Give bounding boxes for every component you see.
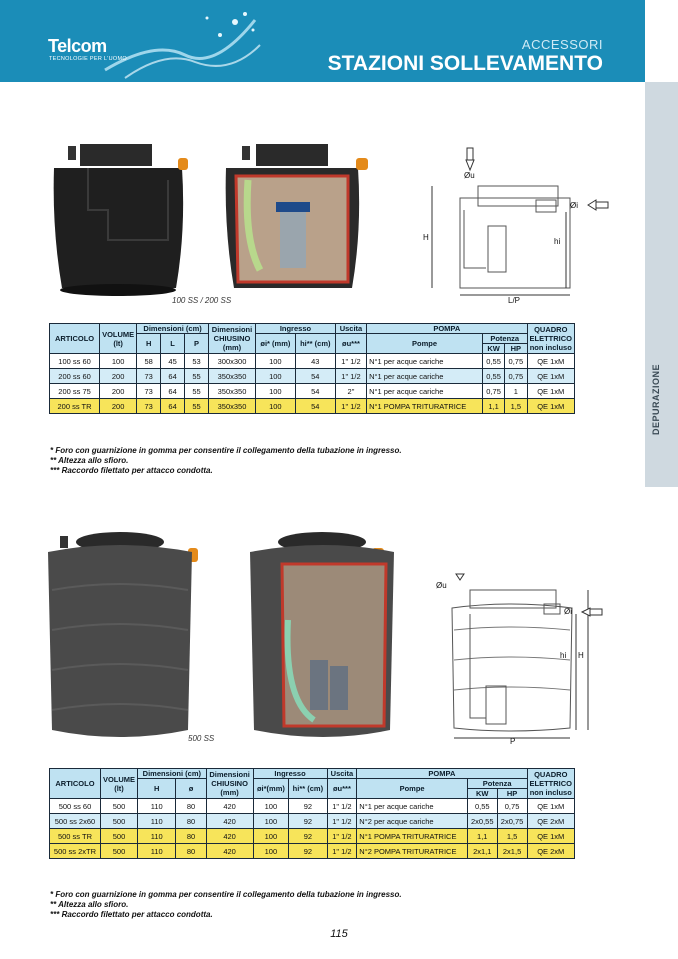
cell-kw: 0,55 [482, 369, 504, 384]
note-line: *** Raccordo filettato per attacco condotta. [50, 466, 213, 475]
cell-volume: 200 [100, 384, 137, 399]
cell-h: 110 [138, 829, 176, 844]
cell-o: 80 [176, 829, 206, 844]
cell-volume: 200 [100, 399, 137, 414]
col-volume: VOLUME (lt) [100, 769, 137, 799]
col-articolo: ARTICOLO [50, 324, 100, 354]
page-header [0, 0, 645, 82]
cell-kw: 1,1 [467, 829, 497, 844]
cell-hi: 92 [289, 829, 327, 844]
cell-pompe: N°1 per acque cariche [357, 799, 468, 814]
cell-h: 73 [137, 369, 161, 384]
table-row [50, 829, 575, 844]
image-caption-section2: 500 SS [188, 734, 215, 743]
cell-oi: 100 [256, 354, 296, 369]
cell-oi: 100 [256, 399, 296, 414]
cell-articolo: 200 ss 60 [50, 369, 100, 384]
spec-table-section1-body [50, 354, 575, 414]
cell-oi: 100 [253, 844, 289, 859]
cell-ou: 1" 1/2 [335, 354, 366, 369]
cell-ou: 2" [335, 384, 366, 399]
cell-volume: 100 [100, 354, 137, 369]
cell-articolo: 200 ss TR [50, 399, 100, 414]
table-row [50, 384, 575, 399]
col-hp: HP [497, 789, 527, 799]
cell-quadro: QE 1xM [527, 369, 575, 384]
brand-logo: Telcom [48, 36, 107, 56]
cell-volume: 500 [100, 799, 137, 814]
cell-ou: 1" 1/2 [327, 844, 357, 859]
cell-pompe: N°1 POMPA TRITURATRICE [367, 399, 483, 414]
note-line: *** Raccordo filettato per attacco condotta. [50, 910, 213, 919]
cell-h: 110 [138, 814, 176, 829]
cell-quadro: QE 1xM [527, 399, 575, 414]
cell-volume: 500 [100, 829, 137, 844]
cell-kw: 0,55 [482, 354, 504, 369]
drawing-label-u: Øu [464, 171, 475, 180]
cell-quadro: QE 2xM [527, 844, 575, 859]
section-label: ACCESSORI [521, 37, 603, 52]
col-hp: HP [505, 344, 527, 354]
cell-hp: 1 [505, 384, 527, 399]
col-diameter: ø [176, 779, 206, 799]
table-row [50, 399, 575, 414]
notes-section2 [50, 890, 402, 920]
cell-chiusino: 420 [206, 799, 253, 814]
cell-ou: 1" 1/2 [335, 399, 366, 414]
drawing-label-h: H [423, 233, 429, 242]
cell-hp: 1,5 [497, 829, 527, 844]
cell-quadro: QE 1xM [527, 354, 575, 369]
drawing-label-hi: hi [560, 651, 567, 660]
cell-volume: 500 [100, 844, 137, 859]
cell-kw: 0,75 [482, 384, 504, 399]
drawing-label-lp: L/P [508, 296, 521, 305]
cell-o: 80 [176, 814, 206, 829]
col-hi: hi** (cm) [295, 334, 335, 354]
note-line: ** Altezza allo sfioro. [50, 456, 129, 465]
cell-l: 64 [161, 384, 185, 399]
tank-500ss-cutaway-image [244, 530, 404, 745]
cell-h: 73 [137, 384, 161, 399]
cell-h: 110 [138, 844, 176, 859]
cell-hp: 2x0,75 [497, 814, 527, 829]
brand-tagline: TECNOLOGIE PER L'UOMO [49, 56, 127, 62]
col-dimensioni: Dimensioni (cm) [137, 324, 209, 334]
cell-volume: 200 [100, 369, 137, 384]
cell-hp: 0,75 [505, 354, 527, 369]
cell-chiusino: 350x350 [209, 384, 256, 399]
col-l: L [161, 334, 185, 354]
col-ou: øu*** [327, 779, 357, 799]
cell-chiusino: 350x350 [209, 399, 256, 414]
cell-volume: 500 [100, 814, 137, 829]
cell-p: 55 [185, 369, 209, 384]
side-tab-label: DEPURAZIONE [651, 363, 661, 435]
col-h: H [138, 779, 176, 799]
col-kw: KW [482, 344, 504, 354]
drawing-label-hi: hi [554, 237, 561, 246]
cell-hi: 92 [289, 844, 327, 859]
technical-drawing-section1 [420, 140, 610, 305]
cell-kw: 2x0,55 [467, 814, 497, 829]
cell-hi: 92 [289, 814, 327, 829]
col-p: P [185, 334, 209, 354]
col-kw: KW [467, 789, 497, 799]
cell-hi: 54 [295, 369, 335, 384]
cell-hp: 0,75 [497, 799, 527, 814]
page-title: STAZIONI SOLLEVAMENTO [327, 52, 603, 75]
cell-kw: 0,55 [467, 799, 497, 814]
cell-quadro: QE 1xM [527, 829, 575, 844]
cell-l: 64 [161, 399, 185, 414]
col-ingresso: Ingresso [253, 769, 327, 779]
col-hi: hi** (cm) [289, 779, 327, 799]
table-row [50, 814, 575, 829]
col-chiusino: Dimensioni CHIUSINO (mm) [206, 769, 253, 799]
drawing-label-u: Øu [436, 581, 447, 590]
cell-hp: 2x1,5 [497, 844, 527, 859]
cell-ou: 1" 1/2 [327, 814, 357, 829]
col-dimensioni: Dimensioni (cm) [138, 769, 207, 779]
cell-l: 45 [161, 354, 185, 369]
cell-hp: 0,75 [505, 369, 527, 384]
col-potenza: Potenza [482, 334, 527, 344]
cell-articolo: 500 ss TR [50, 829, 101, 844]
cell-articolo: 500 ss 2x60 [50, 814, 101, 829]
cell-hi: 43 [295, 354, 335, 369]
cell-o: 80 [176, 799, 206, 814]
water-splash-graphic [95, 0, 265, 82]
cell-pompe: N°2 POMPA TRITURATRICE [357, 844, 468, 859]
image-caption-section1: 100 SS / 200 SS [172, 296, 232, 305]
cell-h: 110 [138, 799, 176, 814]
col-h: H [137, 334, 161, 354]
cell-p: 55 [185, 399, 209, 414]
table-row [50, 354, 575, 369]
cell-o: 80 [176, 844, 206, 859]
col-oi: øi* (mm) [256, 334, 296, 354]
cell-articolo: 500 ss 60 [50, 799, 101, 814]
cell-articolo: 500 ss 2xTR [50, 844, 101, 859]
cell-kw: 2x1,1 [467, 844, 497, 859]
cell-ou: 1" 1/2 [335, 369, 366, 384]
drawing-label-i: Øi [570, 201, 578, 210]
col-ingresso: Ingresso [256, 324, 336, 334]
col-oi: øi*(mm) [253, 779, 289, 799]
table-row [50, 369, 575, 384]
drawing-label-i: Øi [564, 607, 572, 616]
cell-chiusino: 420 [206, 829, 253, 844]
col-uscita: Uscita [327, 769, 357, 779]
col-quadro: QUADRO ELETTRICO non incluso [527, 324, 575, 354]
cell-hi: 54 [295, 399, 335, 414]
cell-h: 73 [137, 399, 161, 414]
cell-articolo: 100 ss 60 [50, 354, 100, 369]
table-row [50, 799, 575, 814]
tank-100ss-exterior-image [48, 140, 188, 300]
spec-table-section1 [49, 323, 575, 414]
tank-500ss-exterior-image [40, 530, 200, 745]
col-pompa: POMPA [357, 769, 527, 779]
technical-drawing-section2 [430, 570, 605, 745]
cell-hi: 54 [295, 384, 335, 399]
cell-ou: 1" 1/2 [327, 829, 357, 844]
cell-ou: 1" 1/2 [327, 799, 357, 814]
col-pompe: Pompe [357, 779, 468, 799]
cell-oi: 100 [256, 369, 296, 384]
cell-quadro: QE 1xM [527, 799, 575, 814]
spec-table-section2 [49, 768, 575, 859]
drawing-label-h: H [578, 651, 584, 660]
cell-chiusino: 420 [206, 814, 253, 829]
cell-chiusino: 350x350 [209, 369, 256, 384]
cell-p: 55 [185, 384, 209, 399]
cell-quadro: QE 1xM [527, 384, 575, 399]
cell-oi: 100 [253, 829, 289, 844]
tank-100ss-cutaway-image [220, 140, 370, 300]
cell-pompe: N°1 POMPA TRITURATRICE [357, 829, 468, 844]
col-articolo: ARTICOLO [50, 769, 101, 799]
note-line: * Foro con guarnizione in gomma per consentire il collegamento della tubazione in ingresso. [50, 890, 402, 899]
col-ou: øu*** [335, 334, 366, 354]
cell-l: 64 [161, 369, 185, 384]
cell-pompe: N°1 per acque cariche [367, 354, 483, 369]
spec-table-section2-body [50, 799, 575, 859]
col-uscita: Uscita [335, 324, 366, 334]
notes-section1 [50, 446, 402, 476]
cell-pompe: N°1 per acque cariche [367, 369, 483, 384]
cell-pompe: N°2 per acque cariche [357, 814, 468, 829]
col-quadro: QUADRO ELETTRICO non incluso [527, 769, 575, 799]
cell-articolo: 200 ss 75 [50, 384, 100, 399]
cell-pompe: N°1 per acque cariche [367, 384, 483, 399]
col-volume: VOLUME (lt) [100, 324, 137, 354]
cell-quadro: QE 2xM [527, 814, 575, 829]
cell-oi: 100 [253, 799, 289, 814]
drawing-label-p: P [510, 737, 516, 745]
col-chiusino: Dimensioni CHIUSINO (mm) [209, 324, 256, 354]
note-line: * Foro con guarnizione in gomma per consentire il collegamento della tubazione in ingresso. [50, 446, 402, 455]
cell-hi: 92 [289, 799, 327, 814]
cell-kw: 1,1 [482, 399, 504, 414]
cell-chiusino: 420 [206, 844, 253, 859]
col-pompa: POMPA [367, 324, 527, 334]
cell-oi: 100 [256, 384, 296, 399]
cell-p: 53 [185, 354, 209, 369]
table-row [50, 844, 575, 859]
col-potenza: Potenza [467, 779, 527, 789]
cell-chiusino: 300x300 [209, 354, 256, 369]
col-pompe: Pompe [367, 334, 483, 354]
cell-hp: 1,5 [505, 399, 527, 414]
cell-h: 58 [137, 354, 161, 369]
note-line: ** Altezza allo sfioro. [50, 900, 129, 909]
cell-oi: 100 [253, 814, 289, 829]
page-number: 115 [330, 928, 348, 940]
